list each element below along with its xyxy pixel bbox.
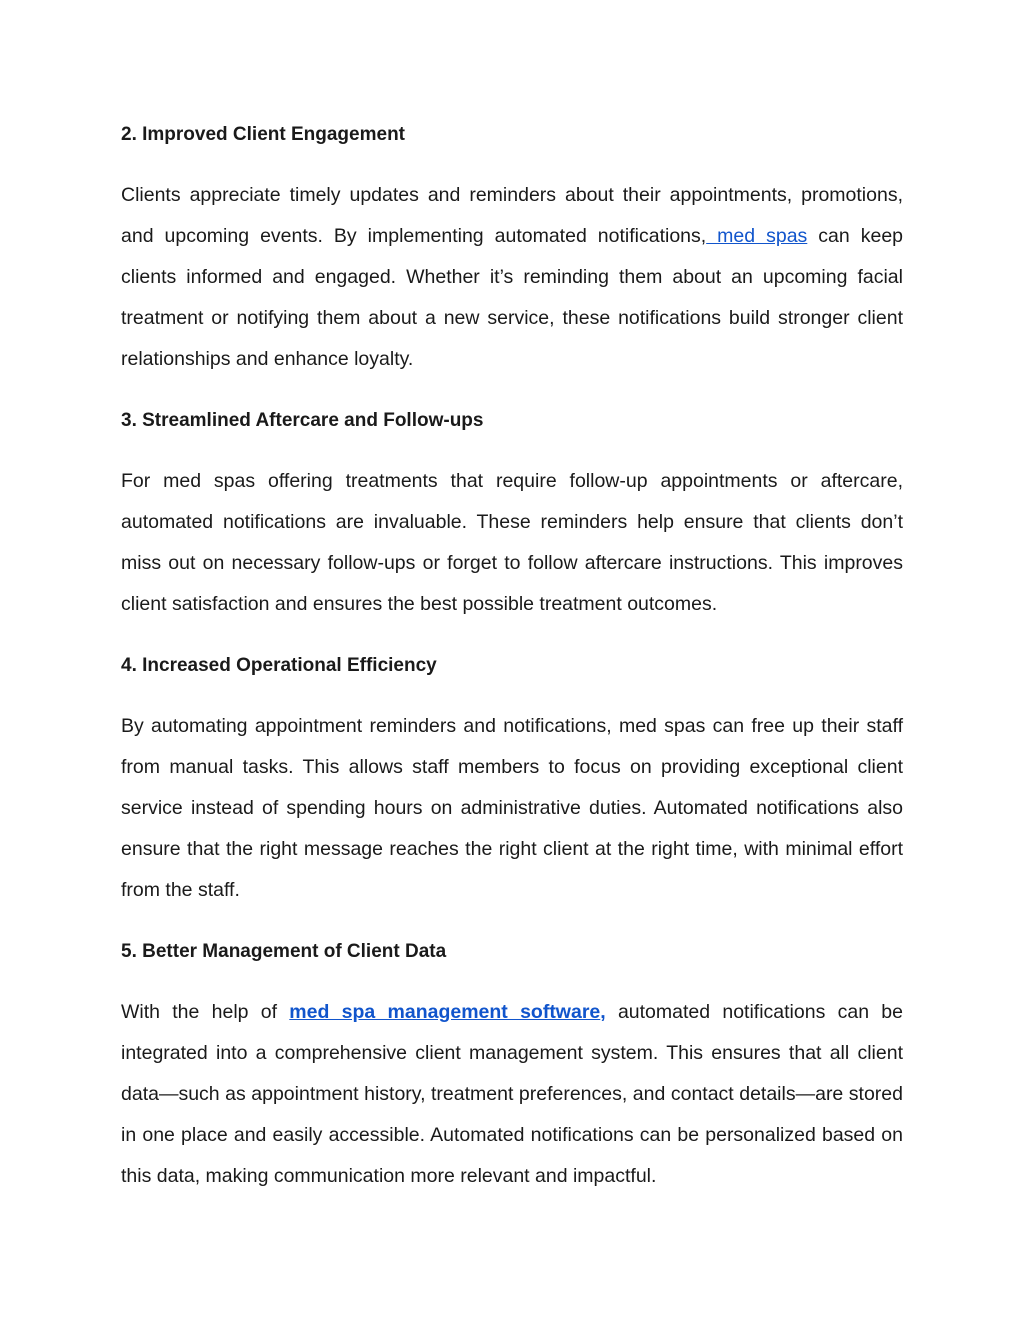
med-spa-management-software-link[interactable] (289, 1001, 605, 1023)
section-heading: 5. Better Management of Client Data (121, 941, 447, 962)
section-heading: 2. Improved Client Engagement (121, 124, 405, 145)
link-suffix: , (600, 1001, 606, 1023)
section-operational-efficiency (121, 645, 903, 911)
section-client-data (121, 931, 903, 1197)
document-page (121, 114, 903, 1217)
section-heading: 3. Streamlined Aftercare and Follow-ups (121, 410, 484, 431)
section-paragraph (121, 175, 903, 380)
med-spas-link[interactable]: med spas (706, 225, 808, 247)
section-heading: 4. Increased Operational Efficiency (121, 655, 437, 676)
link-text: med spa management software (289, 1001, 601, 1023)
section-paragraph: For med spas offering treatments that require follow-up appointments or aftercare, automated notifications are invaluable. These reminders help ensure that clients don’t miss out on necessary follow-ups or forget to follow aftercare instructions. This improves client satisfaction and ensures the best possible treatment outcomes. (121, 470, 903, 615)
section-client-engagement (121, 114, 903, 380)
paragraph-text: can keep clients informed and engaged. Whether it’s reminding them about an upcoming facial treatment or notifying them about a new service, these notifications build stronger client relationships and enhance loyalty. (121, 225, 904, 370)
paragraph-text: Clients appreciate timely updates and reminders about their appointments, promotions, and upcoming events. By implementing automated notifications, (121, 184, 903, 247)
paragraph-text: automated notifications can be integrated into a comprehensive client management system. This ensures that all client data—such as appointment history, treatment preferences, and contact details—are stored in one place and easily accessible. Automated notifications can be personalized based on this data, making communication more relevant and impactful. (121, 1001, 903, 1187)
section-paragraph (121, 992, 903, 1197)
paragraph-text: With the help of (121, 1001, 290, 1023)
section-paragraph: By automating appointment reminders and notifications, med spas can free up their staff from manual tasks. This allows staff members to focus on providing exceptional client service instead of spending hours on administrative duties. Automated notifications also ensure that the right message reaches the right client at the right time, with minimal effort from the staff. (121, 715, 903, 901)
section-aftercare (121, 400, 903, 625)
